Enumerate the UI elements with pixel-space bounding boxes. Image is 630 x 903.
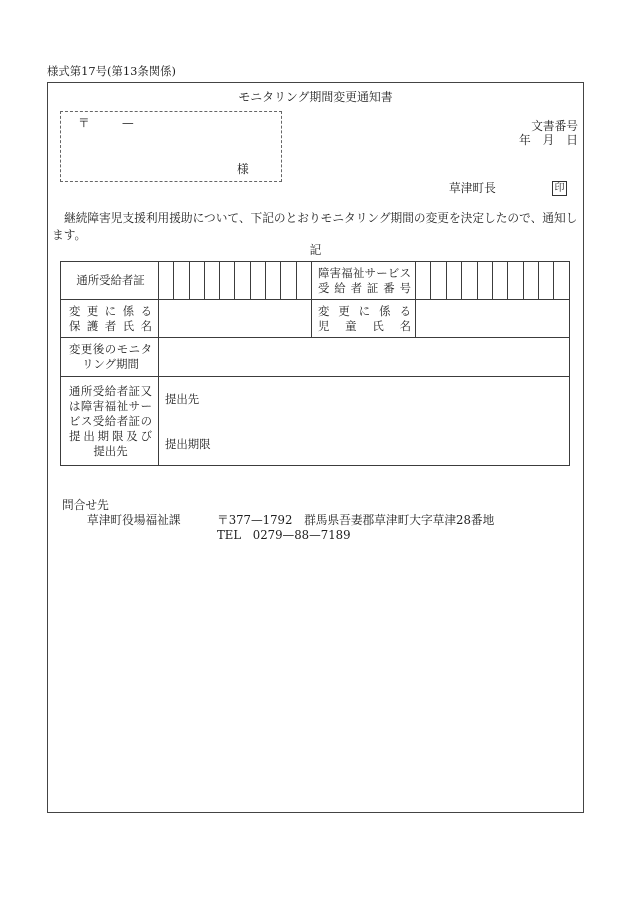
submission-destination-label: 提出先 xyxy=(165,392,200,406)
contact-heading: 問合せ先 xyxy=(62,498,109,512)
body-text-line-1: 継続障害児支援利用援助について、下記のとおりモニタリング期間の変更を決定したので、通知し xyxy=(64,211,578,225)
submission-row xyxy=(61,377,570,466)
certificate-number-digit-cell xyxy=(250,262,265,300)
submission-label-line: 提出先 xyxy=(93,443,128,458)
note-heading: 記 xyxy=(309,243,322,257)
postal-code-dash: — xyxy=(122,116,134,130)
certificate-number-digit-cell xyxy=(174,262,189,300)
service-certificate-number-digit-cell xyxy=(415,262,430,300)
name-row xyxy=(61,300,570,338)
submission-label-line: は障害福祉サー xyxy=(69,398,152,413)
service-certificate-number-digit-cell xyxy=(492,262,507,300)
service-certificate-label-cell xyxy=(311,262,415,300)
child-name-field xyxy=(415,300,569,338)
certificate-number-digit-cell xyxy=(189,262,204,300)
child-label-cell xyxy=(311,300,415,338)
certificate-label: 通所受給者証 xyxy=(76,273,145,287)
postal-mark: 〒 xyxy=(78,116,90,130)
child-label-line: 変更に係る xyxy=(317,303,411,318)
body-text-line-2: ます。 xyxy=(52,228,87,242)
date-year: 年 xyxy=(519,133,531,147)
date-month: 月 xyxy=(542,133,555,147)
certificate-number-digit-cell xyxy=(159,262,174,300)
recipient-honorific: 様 xyxy=(237,162,249,176)
service-certificate-label-line: 受給者証番号 xyxy=(317,280,411,295)
recipient-address-box xyxy=(60,111,282,182)
contact-department: 草津町役場福祉課 xyxy=(87,513,181,527)
guardian-label-cell xyxy=(61,300,159,338)
certificate-number-digit-cell xyxy=(204,262,219,300)
certificate-number-digit-cell xyxy=(266,262,281,300)
service-certificate-number-digit-cell xyxy=(431,262,446,300)
service-certificate-number-digit-cell xyxy=(554,262,569,300)
service-certificate-number-digit-cell xyxy=(508,262,523,300)
submission-label-line: 通所受給者証又 xyxy=(69,383,152,398)
service-certificate-number-digit-cell xyxy=(446,262,461,300)
period-label-cell xyxy=(61,338,159,377)
service-certificate-number-digit-cell xyxy=(523,262,538,300)
date-line xyxy=(519,133,578,147)
service-certificate-number-digit-cell xyxy=(462,262,477,300)
certificate-number-digit-cell xyxy=(220,262,235,300)
date-day: 日 xyxy=(566,133,578,147)
period-label-line: リング期間 xyxy=(82,357,139,371)
service-certificate-number-digit-cell xyxy=(539,262,554,300)
submission-deadline-label: 提出期限 xyxy=(165,437,211,451)
submission-label-cell xyxy=(61,377,159,466)
contact-address: 〒377—1792 群馬県吾妻郡草津町大字草津28番地 xyxy=(217,513,495,527)
guardian-label-line: 保護者氏名 xyxy=(69,318,152,333)
certificate-number-row xyxy=(61,262,570,300)
form-number-label: 様式第17号(第13条関係) xyxy=(47,64,177,78)
seal-mark: 印 xyxy=(552,181,567,196)
issuer-name: 草津町長 xyxy=(449,181,496,195)
submission-label-line: 提出期限及び xyxy=(69,428,152,443)
certificate-number-digit-cell xyxy=(296,262,311,300)
contact-tel: TEL 0279—88—7189 xyxy=(217,528,351,542)
certificate-number-digit-cell xyxy=(281,262,296,300)
form-table xyxy=(60,261,570,466)
submission-field-content xyxy=(159,378,569,464)
guardian-name-field xyxy=(159,300,312,338)
monitoring-period-field xyxy=(159,338,570,377)
submission-field xyxy=(159,377,570,466)
service-certificate-label-line: 障害福祉サービス xyxy=(317,265,411,280)
document-number-label: 文書番号 xyxy=(531,119,578,133)
certificate-number-digit-cell xyxy=(235,262,250,300)
submission-label-line: ビス受給者証の xyxy=(69,413,152,428)
guardian-label-line: 変更に係る xyxy=(69,303,152,318)
document-title: モニタリング期間変更通知書 xyxy=(238,90,393,104)
service-certificate-number-digit-cell xyxy=(477,262,492,300)
certificate-label-cell xyxy=(61,262,159,300)
form-table-body xyxy=(61,262,570,466)
monitoring-period-row xyxy=(61,338,570,377)
period-label-line: 変更後のモニタ xyxy=(69,342,152,356)
child-label-line: 児童氏名 xyxy=(317,318,411,333)
